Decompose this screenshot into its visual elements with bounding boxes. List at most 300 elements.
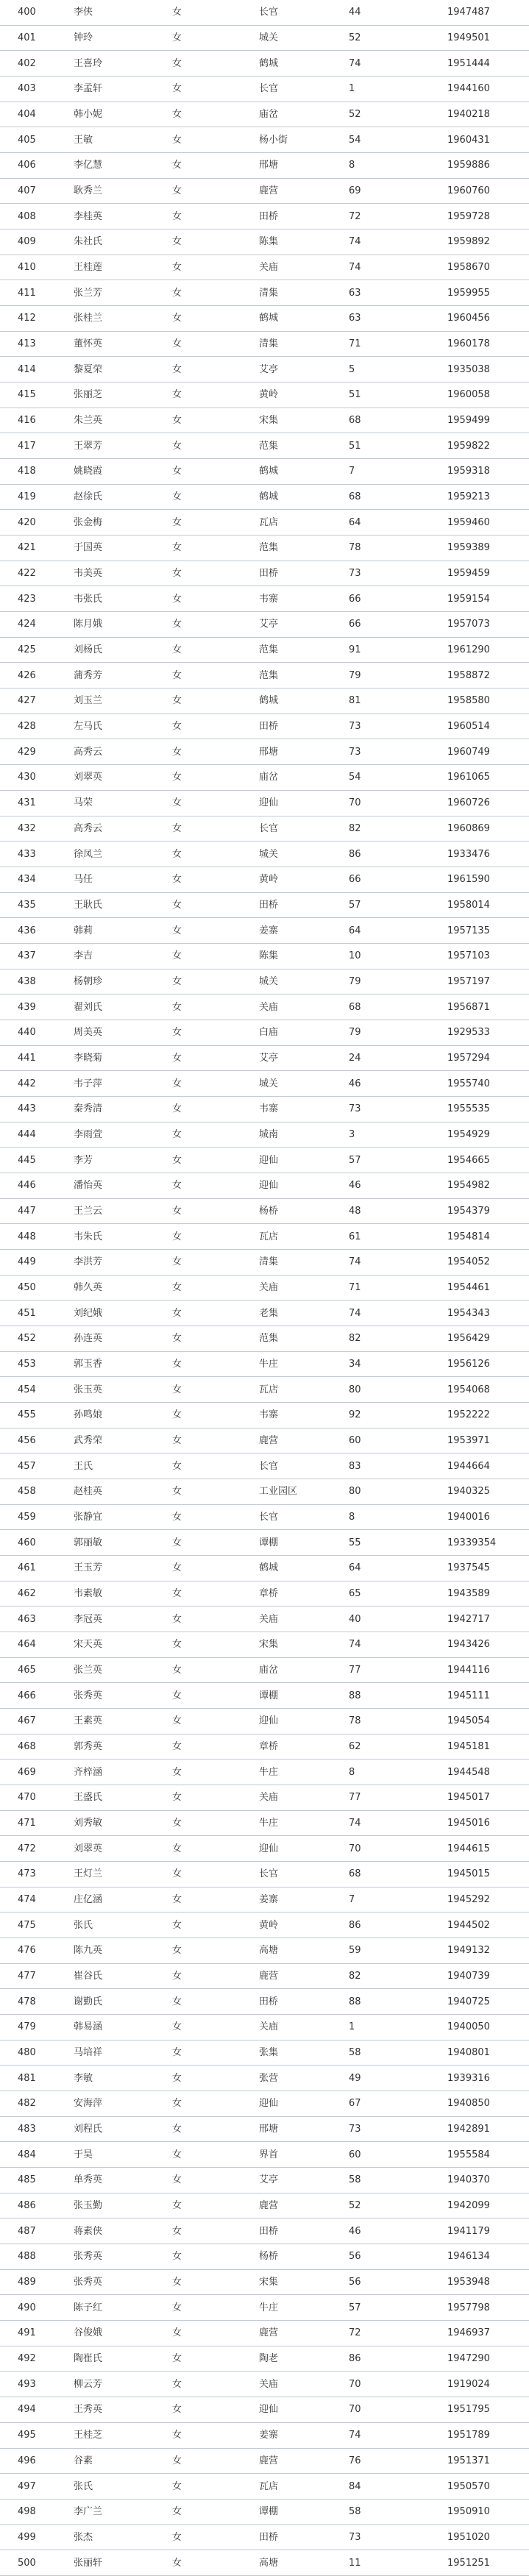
row-number-cell: 464 — [0, 1632, 74, 1658]
age-cell: 51 — [349, 383, 447, 408]
row-number-cell: 459 — [0, 1504, 74, 1530]
gender-cell: 女 — [172, 484, 259, 510]
gender-cell: 女 — [172, 714, 259, 739]
table-row — [0, 765, 529, 791]
name-cell: 潘怡英 — [74, 1173, 172, 1198]
table-row — [0, 1326, 529, 1351]
row-number-cell: 412 — [0, 306, 74, 332]
name-cell: 刘秀敏 — [74, 1810, 172, 1836]
table-row — [0, 255, 529, 280]
gender-cell: 女 — [172, 1709, 259, 1734]
name-cell: 马任 — [74, 867, 172, 892]
age-cell: 71 — [349, 1275, 447, 1301]
birth-date-cell: 1945181 — [447, 1734, 529, 1760]
age-cell: 79 — [349, 969, 447, 995]
table-row — [0, 1555, 529, 1581]
table-row — [0, 25, 529, 51]
row-number-cell: 488 — [0, 2244, 74, 2270]
gender-cell: 女 — [172, 2269, 259, 2295]
birth-date-cell: 1945292 — [447, 1887, 529, 1913]
name-cell: 王翠芳 — [74, 433, 172, 459]
row-number-cell: 437 — [0, 943, 74, 969]
age-cell: 62 — [349, 1734, 447, 1760]
age-cell: 52 — [349, 25, 447, 51]
township-cell: 清集 — [259, 1249, 349, 1275]
birth-date-cell: 1956429 — [447, 1326, 529, 1351]
table-row — [0, 1249, 529, 1275]
table-row — [0, 484, 529, 510]
township-cell: 城关 — [259, 842, 349, 867]
name-cell: 周美英 — [74, 1020, 172, 1045]
table-row — [0, 1862, 529, 1887]
table-row — [0, 943, 529, 969]
birth-date-cell: 1957197 — [447, 969, 529, 995]
name-cell: 李桂英 — [74, 204, 172, 230]
township-cell: 鹤城 — [259, 689, 349, 714]
age-cell: 44 — [349, 0, 447, 25]
township-cell: 鹿营 — [259, 2321, 349, 2346]
row-number-cell: 419 — [0, 484, 74, 510]
township-cell: 范集 — [259, 637, 349, 663]
township-cell: 韦寨 — [259, 1096, 349, 1122]
age-cell: 73 — [349, 739, 447, 765]
name-cell: 王灯兰 — [74, 1862, 172, 1887]
age-cell: 86 — [349, 1913, 447, 1938]
township-cell: 鹿营 — [259, 2193, 349, 2219]
row-number-cell: 492 — [0, 2346, 74, 2372]
gender-cell: 女 — [172, 1887, 259, 1913]
row-number-cell: 483 — [0, 2116, 74, 2142]
name-cell: 韦素敏 — [74, 1581, 172, 1607]
gender-cell: 女 — [172, 1734, 259, 1760]
table-row — [0, 2142, 529, 2168]
row-number-cell: 499 — [0, 2525, 74, 2550]
birth-date-cell: 1959389 — [447, 536, 529, 561]
table-row — [0, 2244, 529, 2270]
name-cell: 马培祥 — [74, 2040, 172, 2066]
birth-date-cell: 1954068 — [447, 1377, 529, 1403]
township-cell: 关庙 — [259, 1785, 349, 1811]
birth-date-cell: 1940801 — [447, 2040, 529, 2066]
birth-date-cell: 1940850 — [447, 2091, 529, 2117]
name-cell: 单秀英 — [74, 2168, 172, 2193]
name-cell: 李芳 — [74, 1148, 172, 1173]
table-row — [0, 1479, 529, 1504]
table-row — [0, 1148, 529, 1173]
township-cell: 瓦店 — [259, 1224, 349, 1250]
table-row — [0, 230, 529, 255]
birth-date-cell: 1940739 — [447, 1963, 529, 1989]
township-cell: 黄岭 — [259, 867, 349, 892]
row-number-cell: 472 — [0, 1836, 74, 1862]
birth-date-cell: 1951251 — [447, 2550, 529, 2576]
age-cell: 68 — [349, 484, 447, 510]
table-row — [0, 1734, 529, 1760]
table-row — [0, 2015, 529, 2040]
age-cell: 74 — [349, 51, 447, 77]
row-number-cell: 454 — [0, 1377, 74, 1403]
gender-cell: 女 — [172, 51, 259, 77]
gender-cell: 女 — [172, 2040, 259, 2066]
name-cell: 安海萍 — [74, 2091, 172, 2117]
gender-cell: 女 — [172, 331, 259, 357]
age-cell: 92 — [349, 1402, 447, 1428]
birth-date-cell: 1951444 — [447, 51, 529, 77]
row-number-cell: 462 — [0, 1581, 74, 1607]
gender-cell: 女 — [172, 765, 259, 791]
township-cell: 范集 — [259, 1326, 349, 1351]
gender-cell: 女 — [172, 178, 259, 204]
birth-date-cell: 1951020 — [447, 2525, 529, 2550]
table-row — [0, 510, 529, 536]
age-cell: 81 — [349, 689, 447, 714]
township-cell: 章桥 — [259, 1581, 349, 1607]
row-number-cell: 490 — [0, 2295, 74, 2321]
gender-cell: 女 — [172, 153, 259, 179]
age-cell: 56 — [349, 2244, 447, 2270]
gender-cell: 女 — [172, 663, 259, 689]
gender-cell: 女 — [172, 1504, 259, 1530]
birth-date-cell: 1959154 — [447, 586, 529, 612]
table-row — [0, 2550, 529, 2576]
row-number-cell: 461 — [0, 1555, 74, 1581]
age-cell: 57 — [349, 2295, 447, 2321]
township-cell: 迎仙 — [259, 1173, 349, 1198]
table-row — [0, 2168, 529, 2193]
township-cell: 张营 — [259, 2066, 349, 2091]
age-cell: 79 — [349, 1020, 447, 1045]
age-cell: 60 — [349, 2142, 447, 2168]
township-cell: 邢塘 — [259, 739, 349, 765]
birth-date-cell: 1960726 — [447, 790, 529, 816]
township-cell: 高塘 — [259, 2550, 349, 2576]
gender-cell: 女 — [172, 2372, 259, 2397]
gender-cell: 女 — [172, 1581, 259, 1607]
name-cell: 黎夏荣 — [74, 357, 172, 383]
gender-cell: 女 — [172, 816, 259, 842]
row-number-cell: 402 — [0, 51, 74, 77]
age-cell: 88 — [349, 1989, 447, 2015]
age-cell: 64 — [349, 510, 447, 536]
table-row — [0, 739, 529, 765]
table-row — [0, 1581, 529, 1607]
table-row — [0, 2219, 529, 2244]
name-cell: 陈子红 — [74, 2295, 172, 2321]
age-cell: 77 — [349, 1657, 447, 1683]
row-number-cell: 463 — [0, 1607, 74, 1632]
township-cell: 迎仙 — [259, 1148, 349, 1173]
name-cell: 王桂莲 — [74, 255, 172, 280]
birth-date-cell: 1955535 — [447, 1096, 529, 1122]
birth-date-cell: 1958014 — [447, 892, 529, 918]
age-cell: 51 — [349, 433, 447, 459]
row-number-cell: 439 — [0, 995, 74, 1020]
age-cell: 70 — [349, 1836, 447, 1862]
township-cell: 城关 — [259, 25, 349, 51]
name-cell: 武秀荣 — [74, 1428, 172, 1454]
gender-cell: 女 — [172, 2244, 259, 2270]
township-cell: 老集 — [259, 1301, 349, 1326]
table-row — [0, 1224, 529, 1250]
birth-date-cell: 1944664 — [447, 1454, 529, 1479]
row-number-cell: 407 — [0, 178, 74, 204]
table-row — [0, 2295, 529, 2321]
gender-cell: 女 — [172, 612, 259, 638]
row-number-cell: 498 — [0, 2499, 74, 2525]
birth-date-cell: 1961065 — [447, 765, 529, 791]
name-cell: 李雨萱 — [74, 1122, 172, 1148]
name-cell: 郭丽敏 — [74, 1530, 172, 1556]
township-cell: 杨桥 — [259, 2244, 349, 2270]
name-cell: 韦朱氏 — [74, 1224, 172, 1250]
gender-cell: 女 — [172, 2448, 259, 2474]
table-row — [0, 2321, 529, 2346]
row-number-cell: 457 — [0, 1454, 74, 1479]
age-cell: 68 — [349, 408, 447, 433]
table-row — [0, 2066, 529, 2091]
row-number-cell: 430 — [0, 765, 74, 791]
birth-date-cell: 1957798 — [447, 2295, 529, 2321]
birth-date-cell: 1939316 — [447, 2066, 529, 2091]
age-cell: 82 — [349, 1963, 447, 1989]
name-cell: 李晓菊 — [74, 1045, 172, 1071]
birth-date-cell: 1944160 — [447, 77, 529, 102]
township-cell: 长官 — [259, 77, 349, 102]
birth-date-cell: 1953971 — [447, 1428, 529, 1454]
name-cell: 刘玉兰 — [74, 689, 172, 714]
gender-cell: 女 — [172, 790, 259, 816]
table-row — [0, 1938, 529, 1964]
gender-cell: 女 — [172, 2116, 259, 2142]
row-number-cell: 432 — [0, 816, 74, 842]
age-cell: 70 — [349, 2372, 447, 2397]
table-row — [0, 1657, 529, 1683]
birth-date-cell: 1957103 — [447, 943, 529, 969]
row-number-cell: 409 — [0, 230, 74, 255]
table-row — [0, 1887, 529, 1913]
birth-date-cell: 1950570 — [447, 2474, 529, 2499]
birth-date-cell: 1945016 — [447, 1810, 529, 1836]
township-cell: 艾亭 — [259, 1045, 349, 1071]
table-row — [0, 1963, 529, 1989]
table-row — [0, 2193, 529, 2219]
birth-date-cell: 1949501 — [447, 25, 529, 51]
name-cell: 张兰芳 — [74, 280, 172, 306]
birth-date-cell: 1951789 — [447, 2422, 529, 2448]
age-cell: 73 — [349, 1096, 447, 1122]
birth-date-cell: 1955584 — [447, 2142, 529, 2168]
gender-cell: 女 — [172, 1096, 259, 1122]
birth-date-cell: 1951371 — [447, 2448, 529, 2474]
name-cell: 张丽芝 — [74, 383, 172, 408]
gender-cell: 女 — [172, 1198, 259, 1224]
name-cell: 马荣 — [74, 790, 172, 816]
township-cell: 城关 — [259, 1071, 349, 1097]
township-cell: 韦寨 — [259, 1402, 349, 1428]
age-cell: 54 — [349, 127, 447, 153]
township-cell: 田桥 — [259, 1989, 349, 2015]
birth-date-cell: 1929533 — [447, 1020, 529, 1045]
gender-cell: 女 — [172, 2550, 259, 2576]
table-row — [0, 1020, 529, 1045]
name-cell: 张氏 — [74, 1913, 172, 1938]
birth-date-cell: 1940725 — [447, 1989, 529, 2015]
table-row — [0, 459, 529, 485]
name-cell: 郭秀英 — [74, 1734, 172, 1760]
age-cell: 58 — [349, 2499, 447, 2525]
name-cell: 陈月娥 — [74, 612, 172, 638]
name-cell: 陶崔氏 — [74, 2346, 172, 2372]
township-cell: 长官 — [259, 1862, 349, 1887]
row-number-cell: 486 — [0, 2193, 74, 2219]
row-number-cell: 485 — [0, 2168, 74, 2193]
row-number-cell: 429 — [0, 739, 74, 765]
birth-date-cell: 1959955 — [447, 280, 529, 306]
township-cell: 瓦店 — [259, 510, 349, 536]
township-cell: 界首 — [259, 2142, 349, 2168]
birth-date-cell: 1944502 — [447, 1913, 529, 1938]
age-cell: 5 — [349, 357, 447, 383]
table-row — [0, 1122, 529, 1148]
township-cell: 关庙 — [259, 1607, 349, 1632]
name-cell: 齐梓涵 — [74, 1760, 172, 1785]
row-number-cell: 466 — [0, 1683, 74, 1709]
name-cell: 秦秀清 — [74, 1096, 172, 1122]
gender-cell: 女 — [172, 739, 259, 765]
gender-cell: 女 — [172, 510, 259, 536]
row-number-cell: 445 — [0, 1148, 74, 1173]
age-cell: 34 — [349, 1351, 447, 1377]
age-cell: 71 — [349, 331, 447, 357]
name-cell: 朱兰英 — [74, 408, 172, 433]
table-row — [0, 1683, 529, 1709]
gender-cell: 女 — [172, 1351, 259, 1377]
birth-date-cell: 1940218 — [447, 102, 529, 127]
township-cell: 艾亭 — [259, 357, 349, 383]
gender-cell: 女 — [172, 1173, 259, 1198]
age-cell: 76 — [349, 2448, 447, 2474]
township-cell: 陈集 — [259, 943, 349, 969]
table-row — [0, 2040, 529, 2066]
gender-cell: 女 — [172, 1071, 259, 1097]
name-cell: 赵桂英 — [74, 1479, 172, 1504]
row-number-cell: 401 — [0, 25, 74, 51]
table-row — [0, 2422, 529, 2448]
table-row — [0, 127, 529, 153]
birth-date-cell: 1961590 — [447, 867, 529, 892]
table-row — [0, 1351, 529, 1377]
birth-date-cell: 1943589 — [447, 1581, 529, 1607]
gender-cell: 女 — [172, 2346, 259, 2372]
age-cell: 67 — [349, 2091, 447, 2117]
row-number-cell: 427 — [0, 689, 74, 714]
name-cell: 李亿慧 — [74, 153, 172, 179]
gender-cell: 女 — [172, 408, 259, 433]
name-cell: 左马氏 — [74, 714, 172, 739]
age-cell: 49 — [349, 2066, 447, 2091]
township-cell: 宋集 — [259, 1632, 349, 1658]
birth-date-cell: 1959892 — [447, 230, 529, 255]
row-number-cell: 420 — [0, 510, 74, 536]
age-cell: 66 — [349, 867, 447, 892]
birth-date-cell: 1960760 — [447, 178, 529, 204]
township-cell: 鹤城 — [259, 51, 349, 77]
table-row — [0, 1836, 529, 1862]
row-number-cell: 456 — [0, 1428, 74, 1454]
age-cell: 82 — [349, 816, 447, 842]
township-cell: 艾亭 — [259, 612, 349, 638]
gender-cell: 女 — [172, 1862, 259, 1887]
gender-cell: 女 — [172, 1377, 259, 1403]
row-number-cell: 447 — [0, 1198, 74, 1224]
township-cell: 城南 — [259, 1122, 349, 1148]
table-row — [0, 1377, 529, 1403]
age-cell: 40 — [349, 1607, 447, 1632]
row-number-cell: 469 — [0, 1760, 74, 1785]
row-number-cell: 404 — [0, 102, 74, 127]
table-row — [0, 102, 529, 127]
age-cell: 78 — [349, 536, 447, 561]
township-cell: 关庙 — [259, 1275, 349, 1301]
birth-date-cell: 1937545 — [447, 1555, 529, 1581]
table-row — [0, 2372, 529, 2397]
table-row — [0, 2346, 529, 2372]
township-cell: 迎仙 — [259, 1836, 349, 1862]
township-cell: 鹤城 — [259, 484, 349, 510]
table-row — [0, 1785, 529, 1811]
name-cell: 郭玉香 — [74, 1351, 172, 1377]
gender-cell: 女 — [172, 842, 259, 867]
township-cell: 牛庄 — [259, 1351, 349, 1377]
birth-date-cell: 1949132 — [447, 1938, 529, 1964]
row-number-cell: 467 — [0, 1709, 74, 1734]
township-cell: 谭棚 — [259, 2499, 349, 2525]
birth-date-cell: 1954052 — [447, 1249, 529, 1275]
row-number-cell: 448 — [0, 1224, 74, 1250]
name-cell: 杨朝珍 — [74, 969, 172, 995]
table-row — [0, 1530, 529, 1556]
age-cell: 88 — [349, 1683, 447, 1709]
birth-date-cell: 1950910 — [447, 2499, 529, 2525]
name-cell: 刘杨氏 — [74, 637, 172, 663]
township-cell: 牛庄 — [259, 1810, 349, 1836]
birth-date-cell: 1957073 — [447, 612, 529, 638]
age-cell: 46 — [349, 1173, 447, 1198]
age-cell: 78 — [349, 1709, 447, 1734]
age-cell: 11 — [349, 2550, 447, 2576]
gender-cell: 女 — [172, 433, 259, 459]
birth-date-cell: 1954379 — [447, 1198, 529, 1224]
age-cell: 54 — [349, 765, 447, 791]
table-row — [0, 995, 529, 1020]
name-cell: 张秀英 — [74, 2269, 172, 2295]
gender-cell: 女 — [172, 2295, 259, 2321]
age-cell: 66 — [349, 612, 447, 638]
gender-cell: 女 — [172, 1402, 259, 1428]
birth-date-cell: 1956871 — [447, 995, 529, 1020]
birth-date-cell: 1952222 — [447, 1402, 529, 1428]
name-cell: 谢勤氏 — [74, 1989, 172, 2015]
row-number-cell: 442 — [0, 1071, 74, 1097]
gender-cell: 女 — [172, 1989, 259, 2015]
table-row — [0, 2116, 529, 2142]
name-cell: 刘纪娥 — [74, 1301, 172, 1326]
table-row — [0, 1428, 529, 1454]
birth-date-cell: 1940050 — [447, 2015, 529, 2040]
age-cell: 59 — [349, 1938, 447, 1964]
row-number-cell: 470 — [0, 1785, 74, 1811]
gender-cell: 女 — [172, 1249, 259, 1275]
